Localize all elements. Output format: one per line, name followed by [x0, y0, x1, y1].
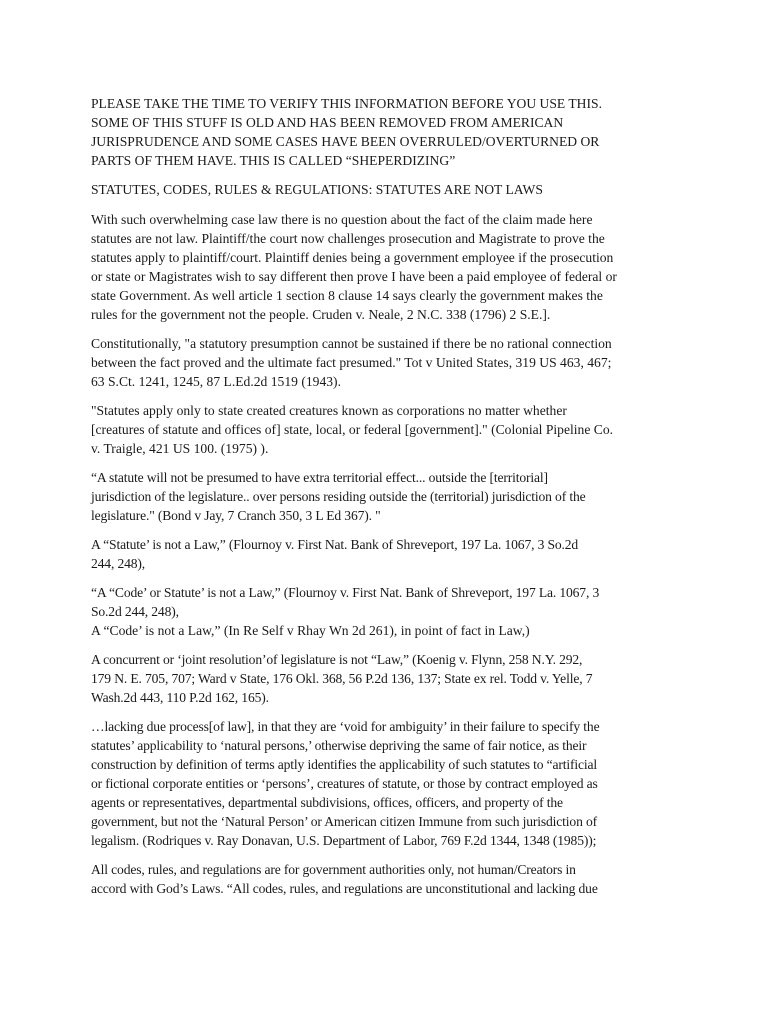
section-heading: STATUTES, CODES, RULES & REGULATIONS: STATUTES ARE NOT LAWS [91, 182, 543, 197]
paragraph-code-or-statute: “A “Code’ or Statute’ is not a Law,” (Flournoy v. First Nat. Bank of Shreveport, 197 La. 1067, 3 So.2d 244, 248), [91, 585, 600, 619]
paragraph-statutes-not-law: With such overwhelming case law there is no question about the fact of the claim made here statutes are not law. Plaintiff/the court now challenges prosecution and Magistrate to prove the statutes apply to plaintiff/court. Plaintiff denies being a government employee if the prosecution or state or Magistrates wish to say different then prove I have been a paid employee of federal or state Government. As well article 1 section 8 clause 14 says clearly the government makes the rules for the government not the people. Cruden v. Neale, 2 N.C. 338 (1796) 2 S.E.]. [91, 212, 617, 322]
paragraph-codes-rules-regulations: All codes, rules, and regulations are for government authorities only, not human/Creators in accord with God’s Laws. “All codes, rules, and regulations are unconstitutional and lacking due [91, 862, 598, 896]
paragraph-extra-territorial: “A statute will not be presumed to have extra territorial effect... outside the [territorial] jurisdiction of the legislature.. over persons residing outside the (territorial) jurisdiction of the legislature." (Bond v Jay, 7 Cranch 350, 3 L Ed 367). " [91, 470, 586, 523]
paragraph-joint-resolution: A concurrent or ‘joint resolution’of legislature is not “Law,” (Koenig v. Flynn, 258 N.Y. 292, 179 N. E. 705, 707; Ward v State, 176 Okl. 368, 56 P.2d 136, 137; State ex rel. Todd v. Yelle, 7 Wash.2d 443, 110 P.2d 162, 165). [91, 652, 593, 705]
paragraph-code-not-law: A “Code’ is not a Law,” (In Re Self v Rhay Wn 2d 261), in point of fact in Law,) [91, 623, 530, 638]
paragraph-statute-not-law: A “Statute’ is not a Law,” (Flournoy v. First Nat. Bank of Shreveport, 197 La. 1067, 3 So.2d 244, 248), [91, 537, 579, 571]
document-page [91, 94, 681, 908]
paragraph-statutory-presumption: Constitutionally, "a statutory presumption cannot be sustained if there be no rational connection between the fact proved and the ultimate fact presumed." Tot v United States, 319 US 463, 467; 63 S.Ct. 1241, 1245, 87 L.Ed.2d 1519 (1943). [91, 336, 612, 389]
warning-paragraph: PLEASE TAKE THE TIME TO VERIFY THIS INFORMATION BEFORE YOU USE THIS. SOME OF THIS STUFF IS OLD AND HAS BEEN REMOVED FROM AMERICAN JURISPRUDENCE AND SOME CASES HAVE BEEN OVERRULED/OVERTURNED OR PARTS OF THEM HAVE. THIS IS CALLED “SHEPERDIZING” [91, 96, 602, 168]
paragraph-corporations: "Statutes apply only to state created creatures known as corporations no matter whether [creatures of statute and offices of] state, local, or federal [government]." (Colonial Pipeline Co. v. Traigle, 421 US 100. (1975) ). [91, 403, 614, 456]
paragraph-due-process: …lacking due process[of law], in that they are ‘void for ambiguity’ in their failure to specify the statutes’ applicability to ‘natural persons,’ otherwise depriving the same of fair notice, as their construction by definition of terms aptly identifies the applicability of such statutes to “artificial or fictional corporate entities or ‘persons’, creatures of statute, or those by contract employed as agents or representatives, departmental subdivisions, offices, officers, and property of the government, but not the ‘Natural Person’ or American citizen Immune from such jurisdiction of legalism. (Rodriques v. Ray Donavan, U.S. Department of Labor, 769 F.2d 1344, 1348 (1985)); [91, 719, 600, 848]
